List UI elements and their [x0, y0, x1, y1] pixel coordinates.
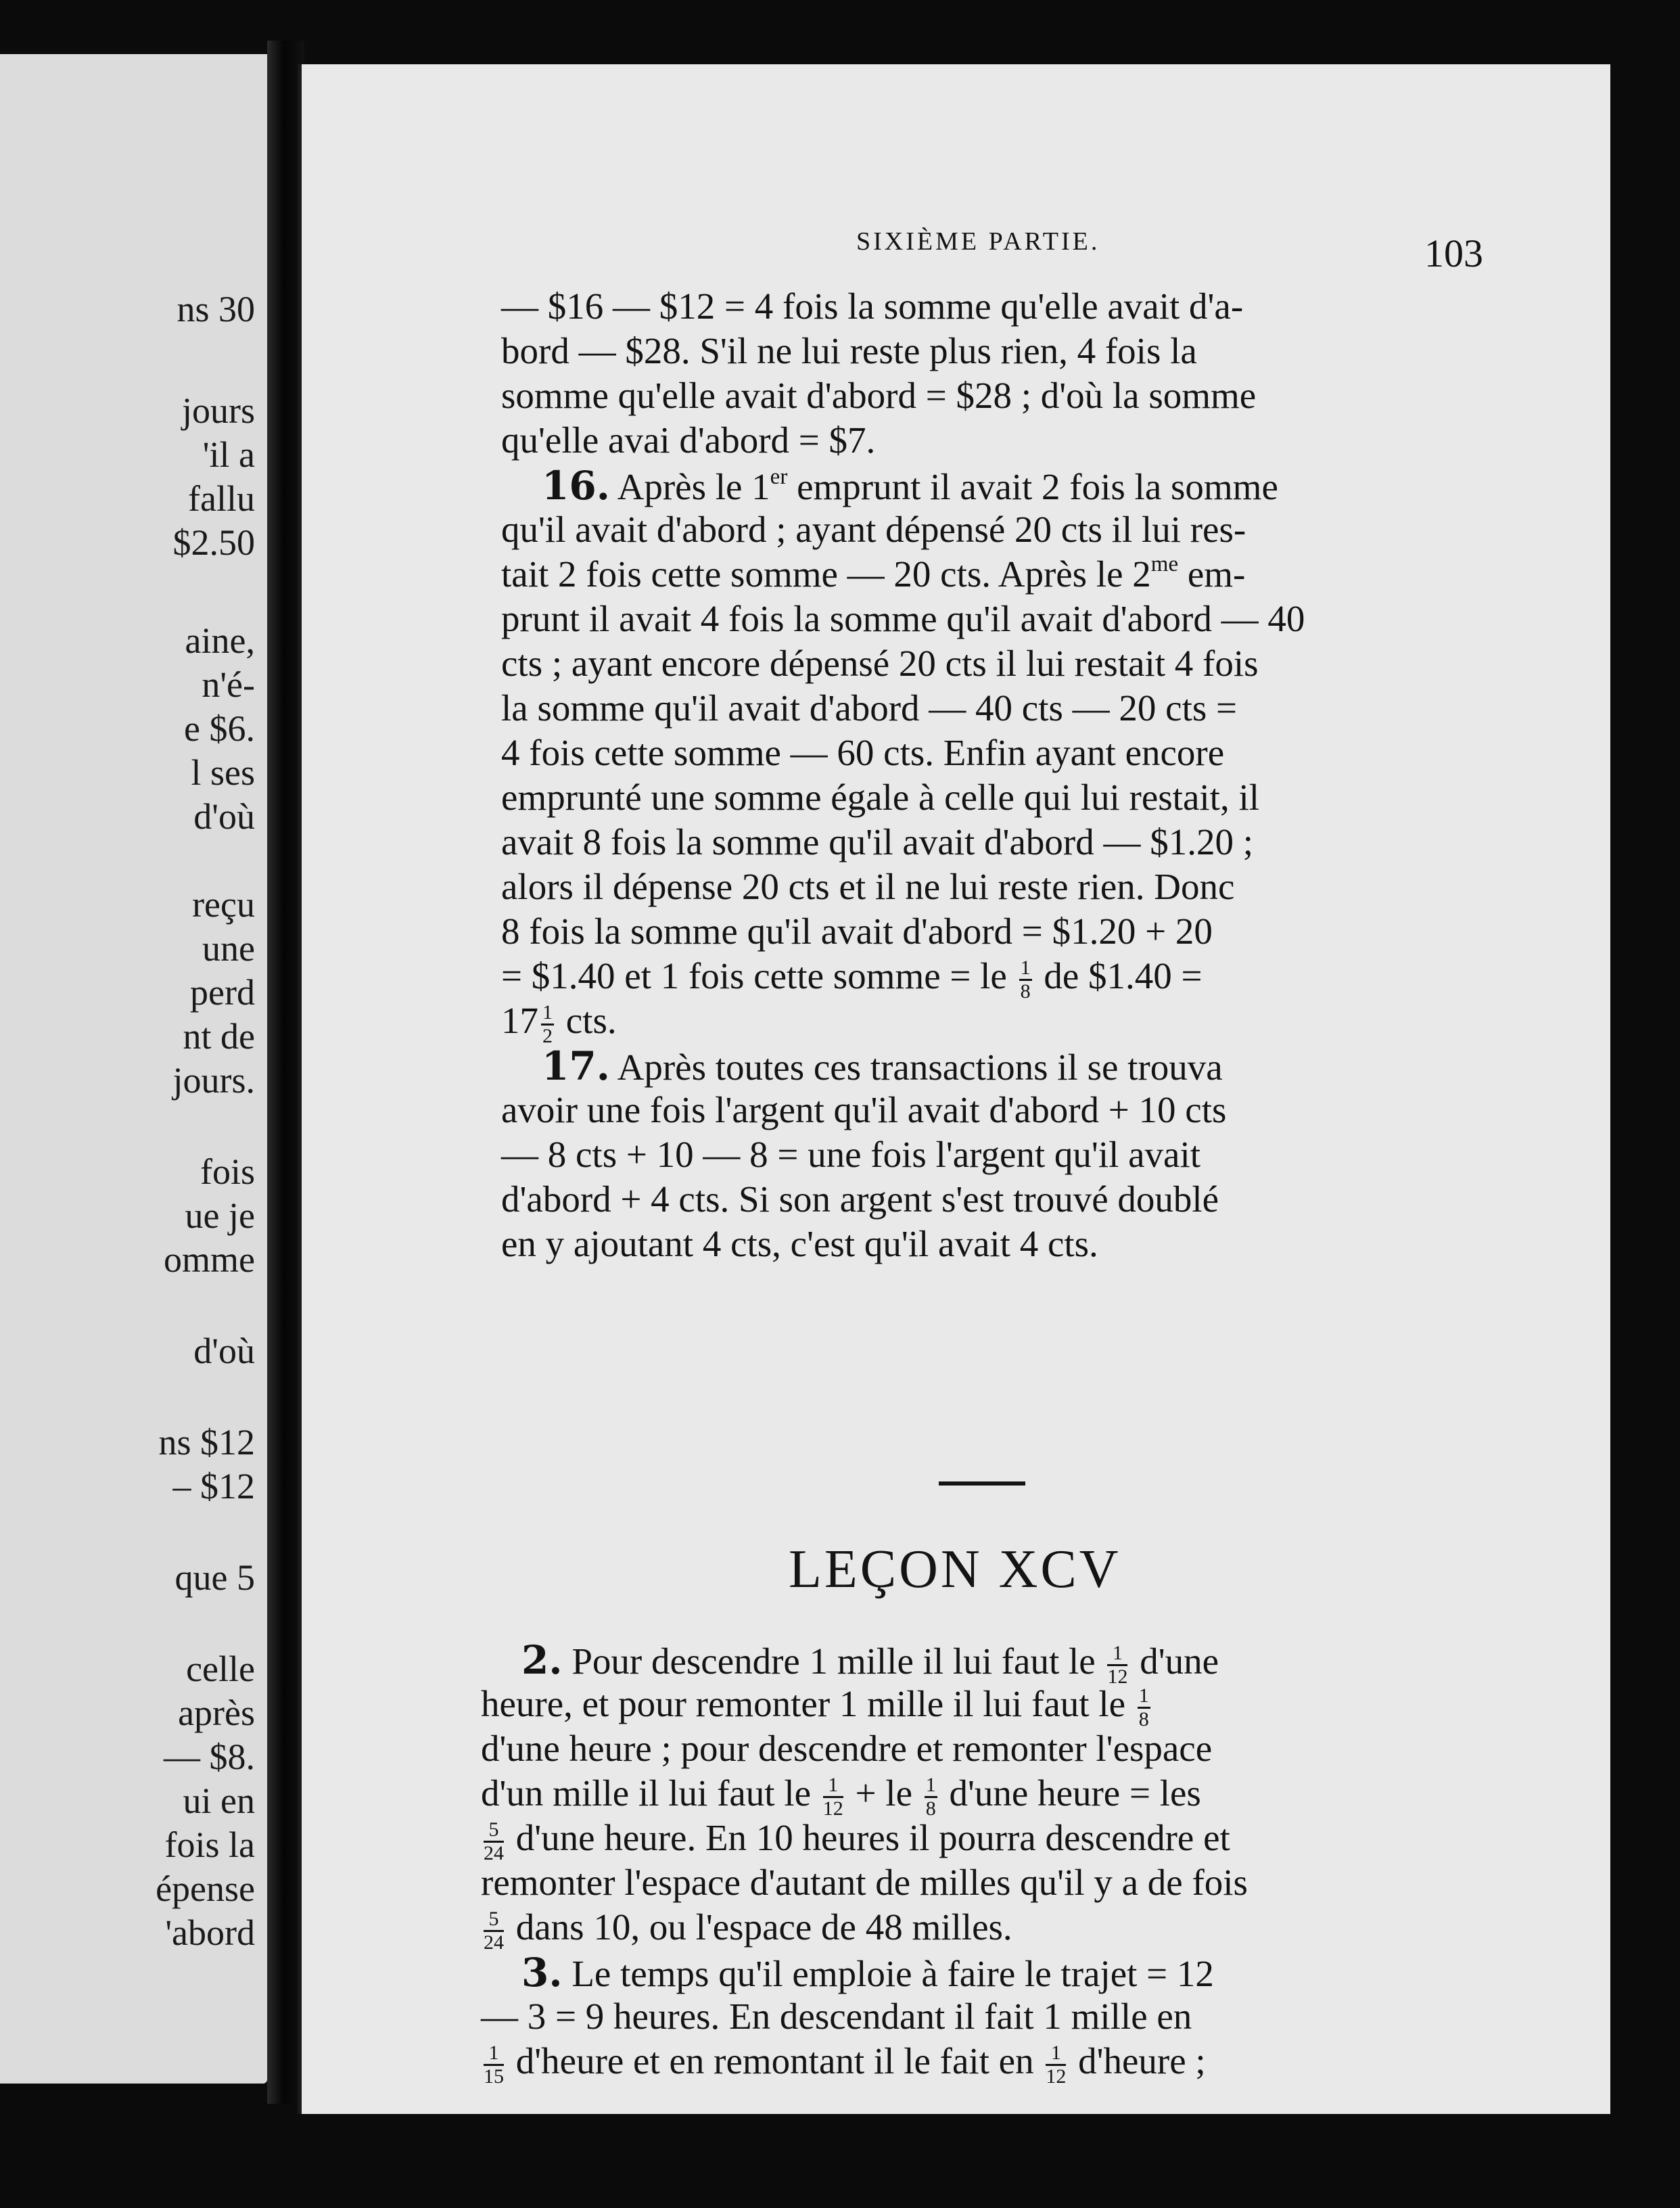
left-page-fragment: celle	[186, 1649, 255, 1689]
text-span: Pour descendre 1 mille il lui faut le	[562, 1640, 1105, 1682]
text-line: emprunté une somme égale à celle qui lui restait, il	[501, 777, 1260, 818]
text-line: la somme qu'il avait d'abord — 40 cts — 20 cts =	[501, 687, 1238, 729]
left-page-fragment: nt de	[183, 1016, 255, 1057]
text-line: d'une heure ; pour descendre et remonter l'espace	[481, 1728, 1213, 1769]
left-page-fragment: une	[202, 928, 255, 969]
numerator: 1	[1019, 957, 1032, 981]
left-page-fragment: que 5	[174, 1557, 255, 1598]
text-span: de $1.40 =	[1034, 955, 1203, 996]
text-line: avoir une fois l'argent qu'il avait d'abord + 10 cts	[501, 1089, 1227, 1130]
text-line	[501, 1002, 617, 1046]
denominator: 12	[1046, 2065, 1067, 2088]
fraction-one-half	[541, 1002, 554, 1046]
section-divider	[939, 1481, 1025, 1486]
text-span: + le	[845, 1772, 922, 1814]
answer-number-2: 2.	[521, 1637, 563, 1683]
left-page-fragment: après	[178, 1693, 255, 1733]
text-span: d'heure ;	[1069, 2040, 1206, 2082]
text-line: — $16 — $12 = 4 fois la somme qu'elle avait d'a-	[501, 285, 1244, 327]
fraction-one-twelfth	[1046, 2042, 1066, 2087]
page-number: 103	[1424, 231, 1483, 275]
numerator: 5	[484, 1908, 504, 1932]
answer-2-first-line	[521, 1637, 1219, 1688]
denominator: 8	[1138, 1707, 1149, 1730]
text-span: dans 10, ou l'espace de 48 milles.	[507, 1906, 1012, 1948]
left-page-fragment: aine,	[185, 620, 255, 661]
text-line: bord — $28. S'il ne lui reste plus rien, 4 fois la	[501, 330, 1197, 371]
denominator: 24	[484, 1931, 504, 1954]
denominator: 12	[822, 1797, 843, 1820]
text-line: somme qu'elle avait d'abord = $28 ; d'où la somme	[501, 375, 1257, 416]
text-span: emprunt il avait 2 fois la somme	[787, 466, 1278, 507]
numerator: 1	[484, 2042, 504, 2066]
left-page-fragment: — $8.	[164, 1736, 255, 1777]
left-page-fragment: fois	[200, 1151, 255, 1192]
denominator: 24	[484, 1841, 504, 1864]
answer-number-3: 3.	[521, 1950, 563, 1996]
fraction-one-eighth	[1138, 1685, 1150, 1730]
left-page-fragment: reçu	[192, 884, 255, 925]
left-page-fragment: 'abord	[165, 1912, 255, 1953]
text-line: prunt il avait 4 fois la somme qu'il avait d'abord — 40	[501, 598, 1305, 639]
text-line	[481, 1774, 1201, 1819]
denominator: 8	[1020, 980, 1031, 1003]
text-span: = $1.40 et 1 fois cette somme = le	[501, 955, 1017, 996]
answer-number-17: 17.	[542, 1043, 610, 1089]
denominator: 2	[542, 1024, 553, 1047]
answer-16-first-line	[542, 463, 1278, 509]
left-page-fragment: $2.50	[172, 522, 255, 563]
text-line: — 8 cts + 10 — 8 = une fois l'argent qu'il avait	[501, 1134, 1201, 1175]
numerator: 1	[1107, 1642, 1127, 1666]
left-page-fragment: ns 30	[177, 289, 255, 329]
text-line: en y ajoutant 4 cts, c'est qu'il avait 4 cts.	[501, 1223, 1098, 1264]
numerator: 1	[541, 1002, 554, 1026]
text-line	[481, 1908, 1012, 1953]
right-page	[298, 64, 1610, 2114]
text-line: qu'elle avai d'abord = $7.	[501, 419, 876, 461]
superscript: me	[1150, 551, 1179, 576]
lesson-title: LEÇON XCV	[789, 1540, 1121, 1599]
numerator: 1	[1046, 2042, 1066, 2066]
fraction-one-eighth	[925, 1774, 937, 1819]
left-page-fragment: perd	[190, 972, 255, 1013]
text-span: heure, et pour remonter 1 mille il lui faut le	[481, 1683, 1135, 1724]
left-page-fragment: 'il a	[202, 434, 255, 475]
fraction-one-twelfth	[1107, 1642, 1127, 1687]
superscript: er	[770, 464, 788, 489]
running-head: SIXIÈME PARTIE.	[856, 227, 1100, 256]
answer-17-first-line	[542, 1043, 1223, 1089]
text-line: 4 fois cette somme — 60 cts. Enfin ayant encore	[501, 732, 1225, 773]
text-line	[481, 1819, 1230, 1864]
text-span: cts.	[557, 1000, 617, 1041]
text-span: d'heure et en remontant il le fait en	[507, 2040, 1044, 2082]
left-page-fragment: omme	[164, 1239, 255, 1280]
denominator: 12	[1107, 1665, 1128, 1688]
left-page-fragment: e $6.	[184, 708, 255, 749]
left-page-fragment: ue je	[185, 1195, 255, 1236]
left-page	[0, 54, 267, 2084]
text-line: alors il dépense 20 cts et il ne lui reste rien. Donc	[501, 866, 1235, 907]
text-span: Le temps qu'il emploie à faire le trajet = 12	[562, 1953, 1214, 1994]
text-span: Après le 1	[609, 466, 770, 507]
numerator: 1	[823, 1774, 843, 1798]
fraction-one-twelfth	[823, 1774, 843, 1819]
text-span: d'une heure. En 10 heures il pourra descendre et	[507, 1817, 1230, 1858]
fraction-five-24ths	[484, 1819, 504, 1864]
numerator: 1	[925, 1774, 937, 1798]
text-span: d'une	[1130, 1640, 1219, 1682]
left-page-fragment: l ses	[191, 752, 255, 793]
left-page-fragment: ns $12	[158, 1422, 255, 1463]
text-line: 8 fois la somme qu'il avait d'abord = $1.20 + 20	[501, 911, 1213, 952]
left-page-fragment: d'où	[193, 1331, 255, 1371]
numerator: 5	[484, 1819, 504, 1843]
left-page-fragment: fois la	[164, 1824, 255, 1865]
text-span: em-	[1178, 553, 1246, 595]
text-span: 17	[501, 1000, 538, 1041]
text-line	[501, 551, 1246, 595]
left-page-fragment: ui en	[183, 1780, 255, 1821]
text-span: Après toutes ces transactions il se trouva	[609, 1046, 1223, 1088]
text-line: remonter l'espace d'autant de milles qu'il y a de fois	[481, 1862, 1248, 1903]
text-span: d'un mille il lui faut le	[481, 1772, 820, 1814]
left-page-fragment: jours.	[172, 1060, 255, 1101]
denominator: 8	[925, 1797, 936, 1820]
fraction-five-24ths	[484, 1908, 504, 1953]
text-line	[481, 2042, 1206, 2087]
text-line: qu'il avait d'abord ; ayant dépensé 20 cts il lui res-	[501, 509, 1246, 550]
left-page-fragment: jours	[182, 390, 255, 431]
text-line: d'abord + 4 cts. Si son argent s'est trouvé doublé	[501, 1178, 1219, 1220]
text-span: d'une heure = les	[939, 1772, 1201, 1814]
left-page-fragment: épense	[156, 1868, 255, 1909]
left-page-fragment: – $12	[172, 1466, 255, 1506]
answer-number-16: 16.	[542, 463, 610, 509]
numerator: 1	[1138, 1685, 1150, 1709]
text-line	[481, 1685, 1153, 1730]
answer-3-first-line	[521, 1950, 1214, 1996]
left-page-fragment: d'où	[193, 796, 255, 837]
text-line: cts ; ayant encore dépensé 20 cts il lui restait 4 fois	[501, 643, 1259, 684]
text-span: tait 2 fois cette somme — 20 cts. Après le 2	[501, 553, 1151, 595]
fraction-one-15th	[484, 2042, 504, 2087]
text-line: — 3 = 9 heures. En descendant il fait 1 mille en	[481, 1996, 1192, 2037]
left-page-fragment: fallu	[188, 478, 255, 519]
text-line: avait 8 fois la somme qu'il avait d'abord — $1.20 ;	[501, 821, 1253, 862]
denominator: 15	[484, 2065, 504, 2088]
fraction-one-eighth	[1019, 957, 1032, 1002]
left-page-fragment: n'é-	[202, 664, 255, 705]
text-line	[501, 957, 1203, 1002]
